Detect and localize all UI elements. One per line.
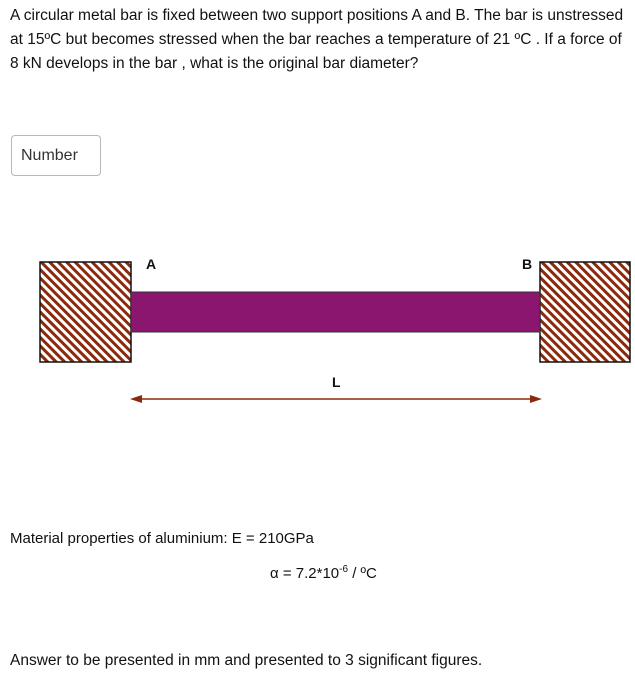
material-properties-text: Material properties of aluminium: E = 210GPa [10, 530, 314, 547]
question-text: A circular metal bar is fixed between two support positions A and B. The bar is unstressed at 15ºC but becomes stressed when the bar reaches a temperature of 21 ºC . If a force of 8 kN develops in the bar , what is the original bar diameter? [10, 7, 624, 72]
support-left [40, 262, 131, 362]
support-right [540, 262, 630, 362]
metal-bar [131, 292, 540, 332]
answer-number-input[interactable] [11, 135, 101, 176]
support-label-a: A [146, 256, 157, 272]
alpha-exponent: -6 [339, 564, 349, 575]
length-label-l: L [332, 374, 341, 390]
support-label-b: B [522, 256, 533, 272]
length-arrowhead-right [530, 395, 542, 403]
answer-instructions: Answer to be presented in mm and presented to 3 significant figures. [10, 652, 483, 669]
thermal-coefficient-text [270, 560, 377, 584]
bar-diagram [0, 240, 635, 420]
length-arrowhead-left [130, 395, 142, 403]
alpha-prefix: α = 7.2*10 [270, 565, 340, 582]
alpha-unit: / ºC [348, 565, 377, 582]
